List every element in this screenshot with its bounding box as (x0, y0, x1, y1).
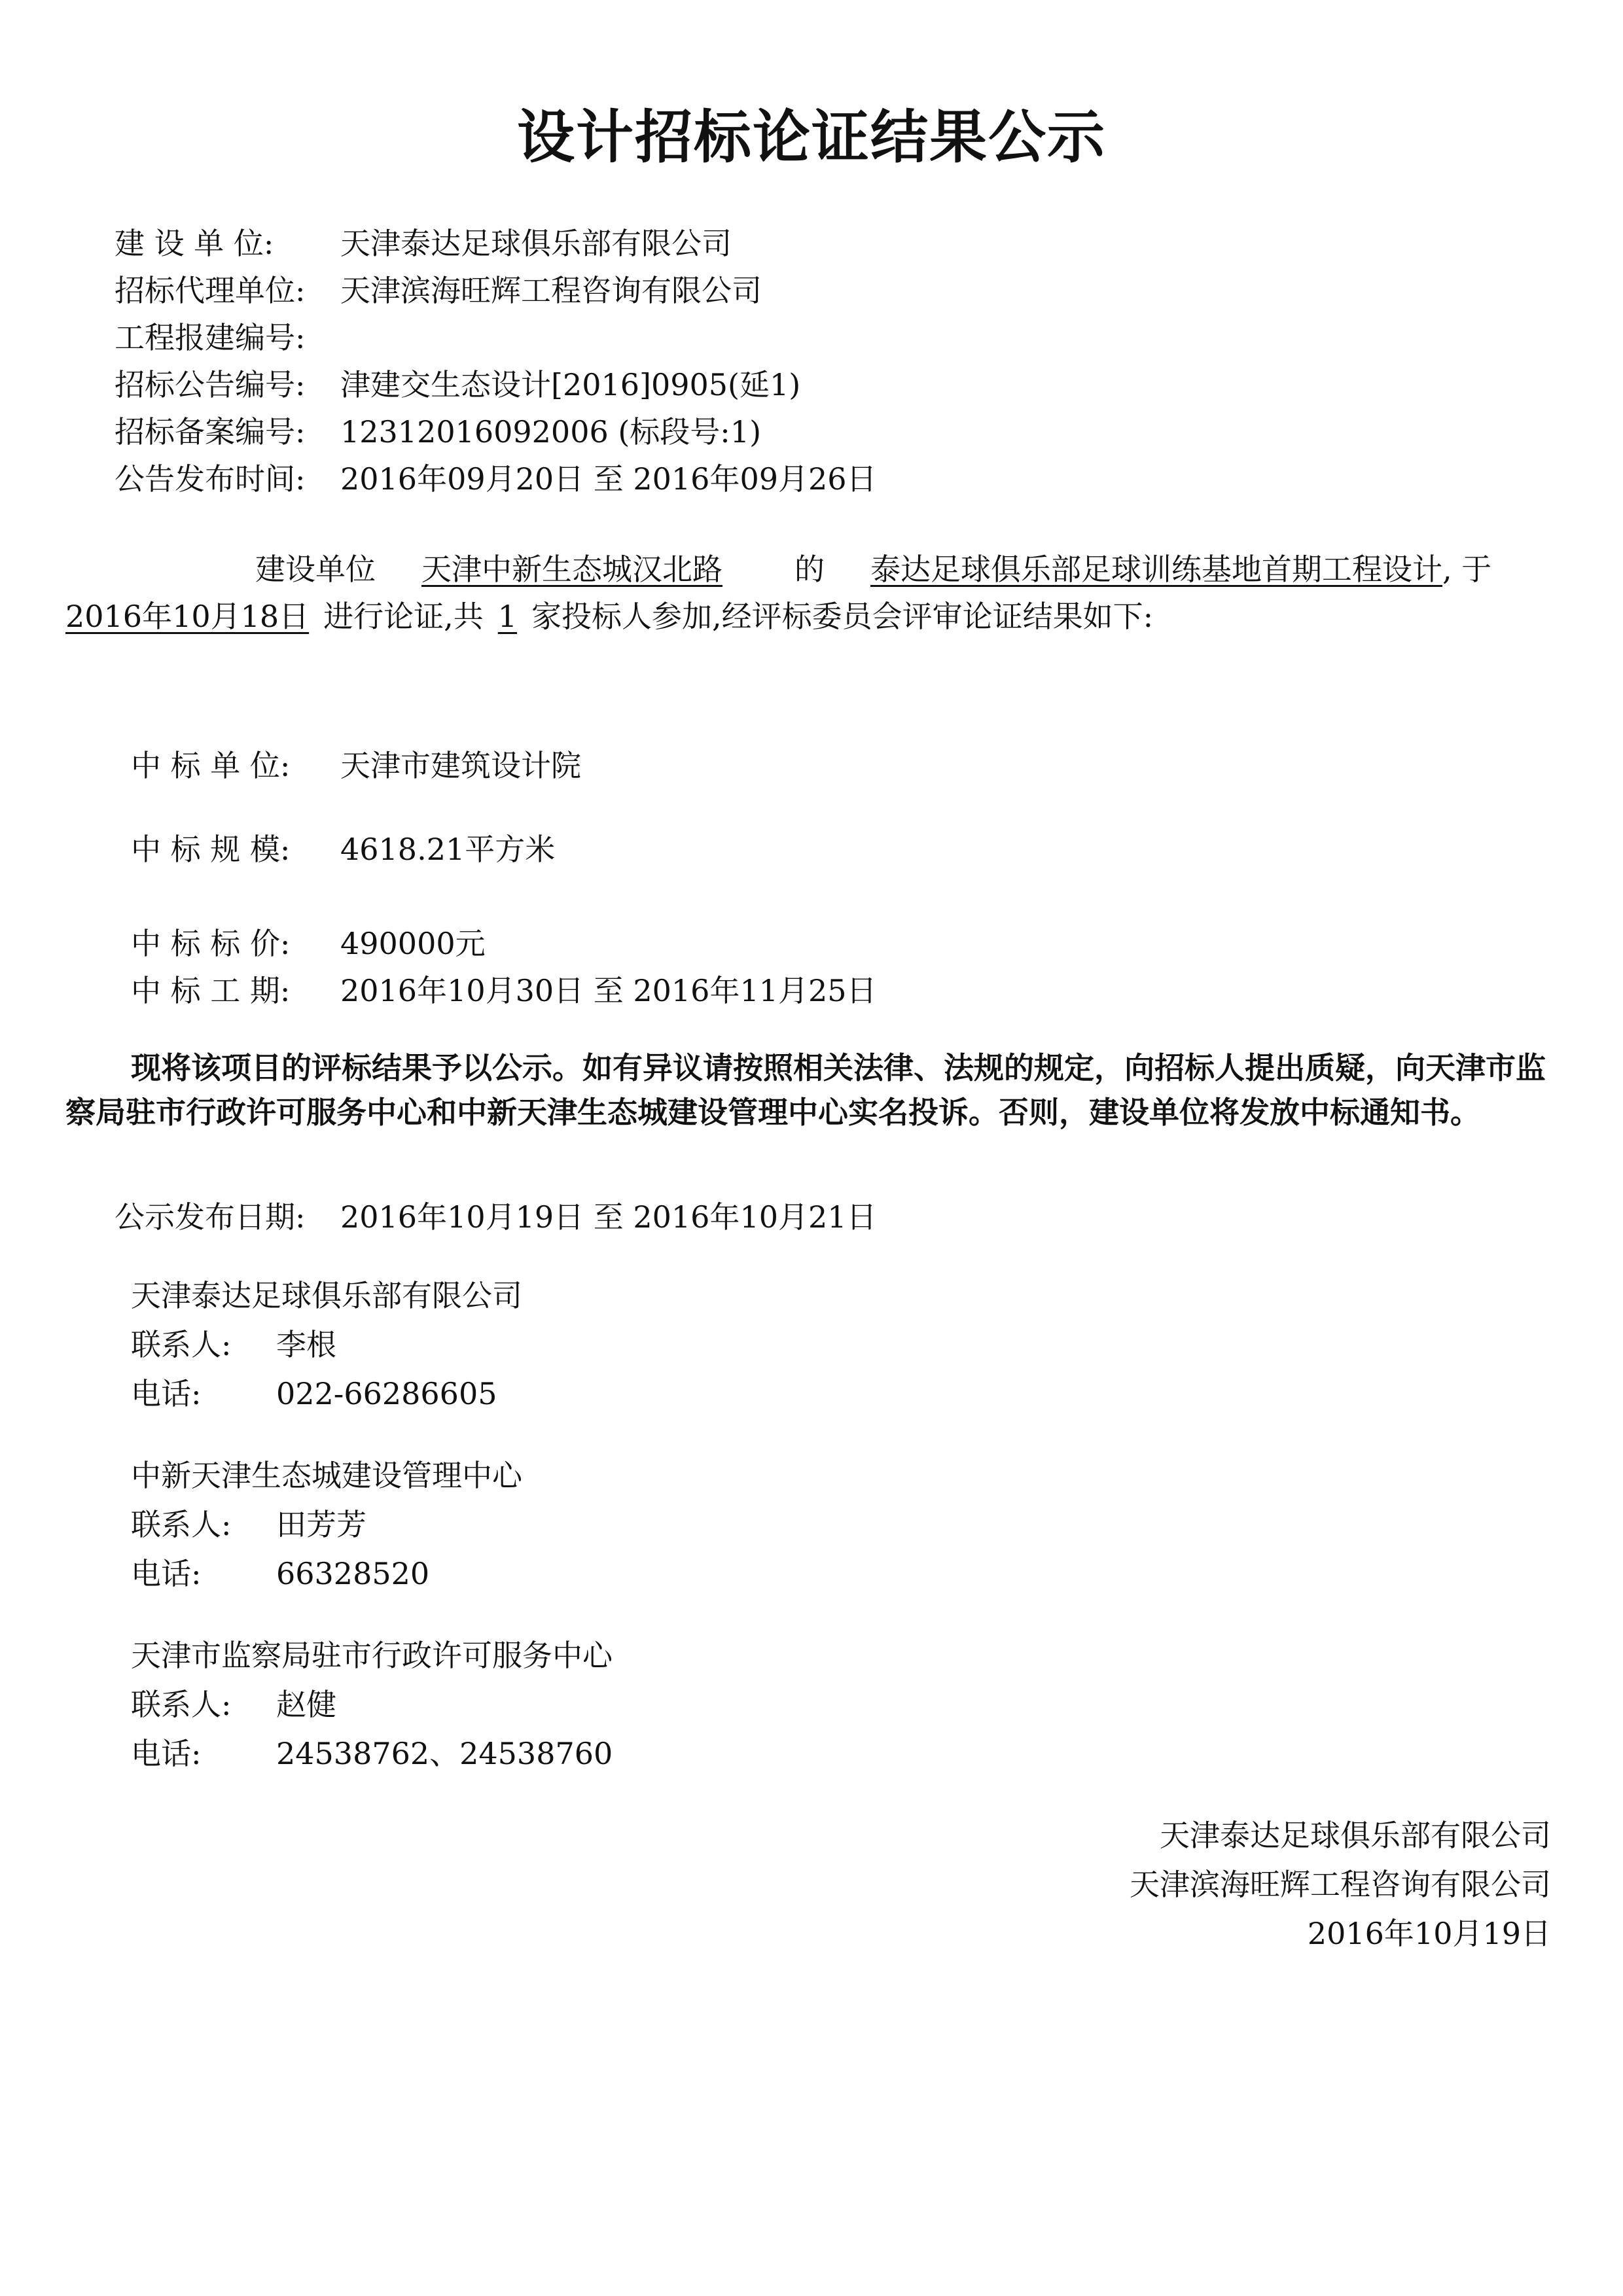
publish-time-value: 2016年09月20日 至 2016年09月26日 (340, 461, 877, 497)
notice-no-value: 津建交生态设计[2016]0905(延1) (340, 367, 801, 402)
project-no-label: 工程报建编号: (115, 320, 306, 355)
intro-part5: 家投标人参加,经评标委员会评审论证结果如下: (531, 599, 1154, 634)
scale-value: 4618.21平方米 (340, 832, 556, 867)
contact-org-3: 天津市监察局驻市行政许可服务中心 (131, 1638, 613, 1673)
contact-phone-row-2 (131, 1554, 429, 1593)
owner-row (115, 224, 732, 263)
contact-person-label-2: 联系人: (131, 1507, 232, 1542)
agent-label: 招标代理单位: (115, 273, 306, 308)
contact-phone-label-1: 电话: (131, 1376, 202, 1411)
publish-time-row (115, 459, 877, 499)
winner-value: 天津市建筑设计院 (340, 748, 581, 783)
intro-part4: 进行论证,共 (323, 599, 484, 634)
period-label: 中 标 工 期: (131, 973, 291, 1008)
contact-person-label-3: 联系人: (131, 1687, 232, 1722)
contact-phone-2: 66328520 (276, 1556, 430, 1591)
intro-line-2 (65, 597, 1153, 636)
signature-org-2: 天津滨海旺辉工程咨询有限公司 (1130, 1867, 1551, 1902)
contact-phone-row-1 (131, 1374, 497, 1413)
contact-person-row-3 (131, 1685, 336, 1724)
intro-part1: 建设单位 (255, 552, 376, 587)
contact-person-row-2 (131, 1505, 366, 1544)
contact-person-3: 赵健 (276, 1687, 336, 1722)
winner-row (131, 746, 581, 785)
project-no-row (115, 318, 340, 357)
owner-value: 天津泰达足球俱乐部有限公司 (340, 226, 732, 261)
signature-org-1: 天津泰达足球俱乐部有限公司 (1160, 1818, 1551, 1853)
contact-person-label-1: 联系人: (131, 1327, 232, 1362)
intro-line-1 (255, 550, 1491, 589)
intro-part2: 的 (794, 552, 825, 587)
publicity-value: 2016年10月19日 至 2016年10月21日 (340, 1199, 877, 1235)
contact-person-1: 李根 (276, 1327, 336, 1362)
agent-row (115, 271, 762, 310)
intro-project: 泰达足球俱乐部足球训练基地首期工程设计 (870, 552, 1442, 587)
publish-time-label: 公告发布时间: (115, 461, 306, 497)
intro-count: 1 (497, 599, 518, 634)
period-value: 2016年10月30日 至 2016年11月25日 (340, 973, 877, 1008)
agent-value: 天津滨海旺辉工程咨询有限公司 (340, 273, 762, 308)
winner-label: 中 标 单 位: (131, 748, 291, 783)
contact-phone-1: 022-66286605 (276, 1376, 497, 1411)
notice-no-row (115, 365, 800, 404)
publicity-label: 公示发布日期: (115, 1199, 306, 1235)
page-title: 设计招标论证结果公示 (516, 103, 1106, 171)
scale-row (131, 830, 555, 869)
contact-phone-3: 24538762、24538760 (276, 1736, 613, 1771)
notice-no-label: 招标公告编号: (115, 367, 306, 402)
publicity-row (115, 1197, 877, 1237)
contact-person-row-1 (131, 1325, 336, 1364)
record-no-label: 招标备案编号: (115, 414, 306, 450)
contact-phone-label-2: 电话: (131, 1556, 202, 1591)
contact-org-1: 天津泰达足球俱乐部有限公司 (131, 1278, 522, 1313)
contact-phone-row-3 (131, 1734, 613, 1773)
contact-person-2: 田芳芳 (276, 1507, 366, 1542)
contact-org-2: 中新天津生态城建设管理中心 (131, 1458, 522, 1493)
record-no-row (115, 412, 761, 451)
price-row (131, 924, 486, 963)
scale-label: 中 标 规 模: (131, 832, 291, 867)
contact-phone-label-3: 电话: (131, 1736, 202, 1771)
period-row (131, 971, 877, 1010)
intro-location: 天津中新生态城汉北路 (421, 552, 722, 587)
intro-date: 2016年10月18日 (65, 599, 310, 634)
signature-date: 2016年10月19日 (1307, 1916, 1551, 1951)
notice-paragraph: 现将该项目的评标结果予以公示。如有异议请按照相关法律、法规的规定，向招标人提出质疑，向天津市监察局驻市行政许可服务中心和中新天津生态城建设管理中心实名投诉。否则，建设单位将发放中标通知书。 (65, 1050, 1546, 1130)
record-no-value: 12312016092006 (标段号:1) (340, 414, 762, 450)
owner-label: 建 设 单 位: (115, 226, 274, 261)
price-label: 中 标 标 价: (131, 926, 291, 961)
intro-part3: , 于 (1442, 552, 1492, 587)
price-value: 490000元 (340, 926, 486, 961)
